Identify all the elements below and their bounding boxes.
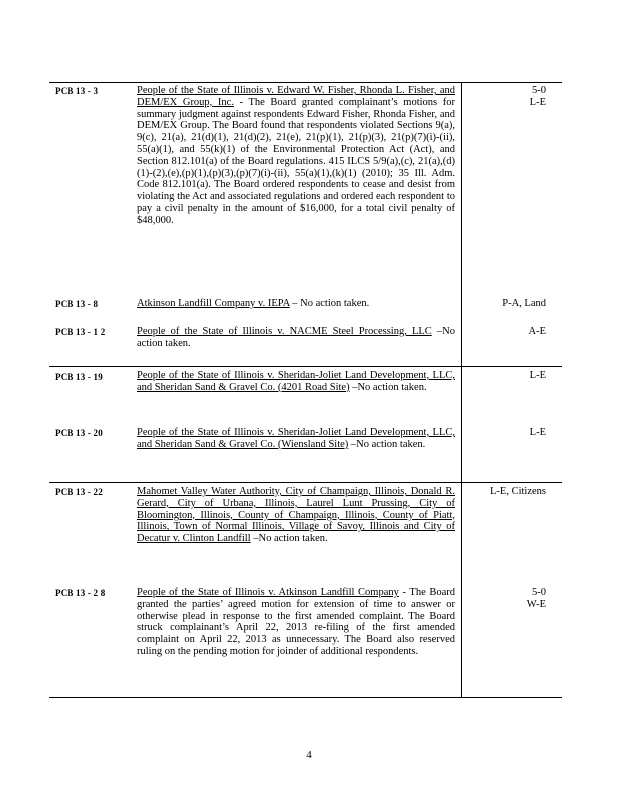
case-title: People of the State of Illinois v. NACME Steel Processing, LLC	[137, 326, 432, 337]
table-rule-bottom	[49, 697, 562, 698]
case-title: People of the State of Illinois v. Atkinson Landfill Company	[137, 587, 399, 598]
case-entry	[137, 298, 455, 310]
case-dash: -	[398, 587, 410, 598]
vote-cell	[450, 298, 546, 310]
case-dash: –	[349, 381, 358, 393]
vote-line: L-E	[529, 96, 546, 108]
vote-cell	[450, 587, 546, 611]
case-title: People of the State of Illinois v. Sheridan-Joliet Land Development, LLC, and Sheridan Sand & Gravel Co. (Wiensland Site)	[137, 427, 455, 450]
vote-line: 5-0	[532, 85, 546, 96]
case-dash: -	[233, 96, 249, 108]
case-number: PCB 13 - 2 8	[55, 588, 106, 598]
case-body: –No action taken.	[137, 326, 455, 349]
vote-line: L-E, Citizens	[490, 486, 546, 497]
case-number: PCB 13 - 1 2	[55, 327, 106, 337]
vote-cell	[450, 427, 546, 439]
case-entry	[137, 326, 455, 350]
case-body: No action taken.	[357, 381, 427, 393]
case-number: PCB 13 - 8	[55, 299, 99, 309]
vote-line: L-E	[529, 427, 546, 438]
case-body: The Board granted complainant’s motions for summary judgment against respondents Edward Fisher, Rhonda Fisher, and DEM/EX Group. The Board found that respondents violated Sections 9(a), 9(c), 21(a), 21(d)(1), 21(d)(2), 21(e), 21(p)(1), 21(p)(3), 21(p)(7)(i)-(ii), 55(a)(1), and 55(k)(1) of the Environmental Protection Act (Act), and Section 812.101(a) of the Board regulations. 415 ILCS 5/9(a),(c), 21(a),(d)(1)-(2),(e),(p)(1),(p)(3),(p)(7)(i)-(ii), 55(a)(1),(k)(1) (2010); 35 Ill. Adm. Code 812.101(a). The Board ordered respondents to cease and desist from violating the Act and associated regulations and ordered each respondent to pay a civil penalty in the amount of $16,000, for a total civil penalty of $48,000.	[137, 96, 455, 226]
case-body: The Board granted the parties’ agreed motion for extension of time to answer or otherwise plead in response to the first amended complaint. The Board struck complainant’s April 22, 2013 re-filing of the first amended complaint on April 22, 2013 as unnecessary. The Board also reserved ruling on the pending motion for joinder of additional respondents.	[137, 587, 455, 657]
vote-cell	[450, 326, 546, 338]
table-rule	[49, 366, 562, 367]
vote-line: P-A, Land	[502, 298, 546, 309]
case-number: PCB 13 - 20	[55, 428, 103, 438]
case-body: No action taken.	[258, 533, 328, 545]
case-title: Atkinson Landfill Company v. IEPA	[137, 298, 290, 309]
case-title: People of the State of Illinois v. Edward W. Fisher, Rhonda L. Fisher, and DEM/EX Group, Inc.	[137, 85, 455, 108]
case-entry	[137, 486, 455, 545]
vote-cell	[450, 370, 546, 382]
case-title: People of the State of Illinois v. Sheridan-Joliet Land Development, LLC, and Sheridan Sand & Gravel Co. (4201 Road Site)	[137, 370, 455, 393]
case-number: PCB 13 - 19	[55, 372, 103, 382]
vote-line: W-E	[526, 598, 546, 610]
vote-cell	[450, 486, 546, 498]
table-rule-top	[49, 82, 562, 83]
page-number: 4	[306, 749, 312, 761]
case-entry	[137, 587, 455, 658]
case-dash: –	[250, 533, 259, 545]
case-entry	[137, 370, 455, 394]
vote-line: A-E	[528, 326, 546, 337]
table-rule	[49, 482, 562, 483]
case-dash: –	[289, 298, 301, 309]
vote-line: 5-0	[532, 587, 546, 598]
case-number: PCB 13 - 3	[55, 86, 99, 96]
case-entry	[137, 85, 455, 227]
vote-line: L-E	[529, 370, 546, 381]
vote-cell	[450, 85, 546, 109]
case-body: No action taken.	[356, 438, 426, 450]
case-number: PCB 13 - 22	[55, 487, 103, 497]
case-body: No action taken.	[300, 298, 370, 309]
case-title: Mahomet Valley Water Authority, City of Champaign, Illinois, Donald R. Gerard, City of Urbana, Illinois, Laurel Lunt Prussing, City of Bloomington, Illinois, County of Champaign, Illinois, County of Piatt, Illinois, Town of Normal Illinois, Village of Savoy, Illinois and City of Decatur v. Clinton Landfill	[137, 486, 455, 545]
case-dash: –	[348, 438, 357, 450]
case-entry	[137, 427, 455, 451]
